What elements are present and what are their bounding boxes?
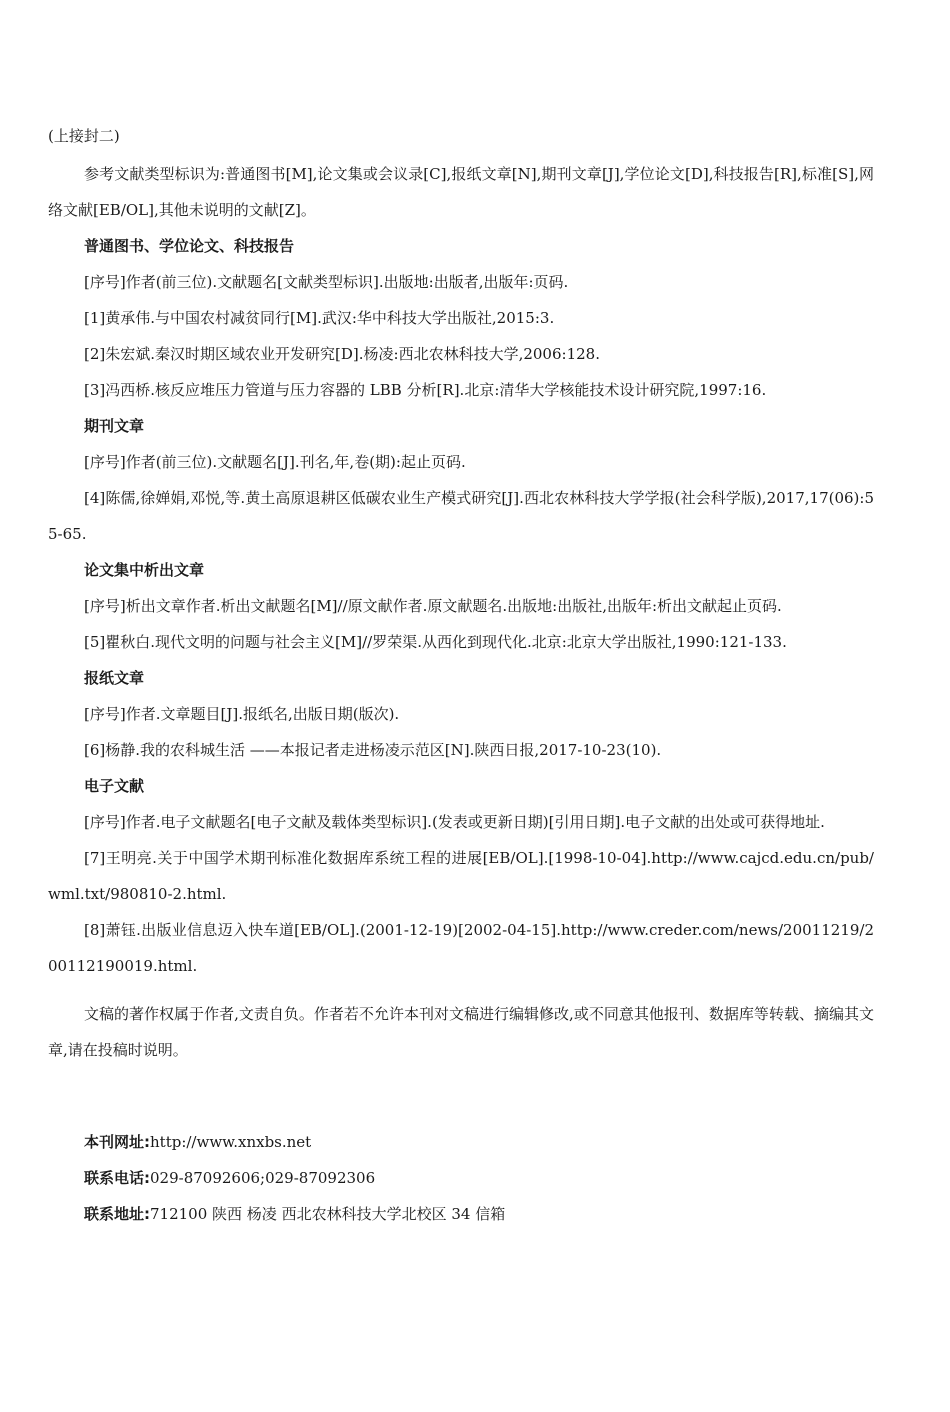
section-heading-proceedings: 论文集中析出文章: [84, 561, 205, 579]
reference-example: [7]王明亮.关于中国学术期刊标准化数据库系统工程的进展[EB/OL].[1998-10-04].http://www.cajcd.edu.cn/pub/wml.txt/980810-2.html.: [48, 849, 874, 903]
address-label: 联系地址:: [84, 1205, 150, 1223]
section-heading-electronic: 电子文献: [84, 777, 145, 795]
phone-label: 联系电话:: [84, 1169, 150, 1187]
website-label: 本刊网址:: [84, 1133, 150, 1151]
header-note: (上接封二): [48, 127, 120, 145]
contact-website: [48, 1124, 874, 1160]
reference-example: [5]瞿秋白.现代文明的问题与社会主义[M]//罗荣渠.从西化到现代化.北京:北京大学出版社,1990:121-133.: [84, 633, 787, 651]
section-heading-books: 普通图书、学位论文、科技报告: [84, 237, 295, 255]
section-heading-newspaper: 报纸文章: [84, 669, 145, 687]
format-books: [序号]作者(前三位).文献题名[文献类型标识].出版地:出版者,出版年:页码.: [84, 273, 569, 291]
phone-value: 029-87092606;029-87092306: [150, 1169, 376, 1187]
copyright-notice: 文稿的著作权属于作者,文责自负。作者若不允许本刊对文稿进行编辑修改,或不同意其他报刊、数据库等转载、摘编其文章,请在投稿时说明。: [48, 1005, 874, 1059]
reference-example: [4]陈儒,徐婵娟,邓悦,等.黄土高原退耕区低碳农业生产模式研究[J].西北农林科技大学学报(社会科学版),2017,17(06):55-65.: [48, 489, 874, 543]
website-value: http://www.xnxbs.net: [150, 1133, 312, 1151]
format-newspaper: [序号]作者.文章题目[J].报纸名,出版日期(版次).: [84, 705, 400, 723]
reference-example: [3]冯西桥.核反应堆压力管道与压力容器的 LBB 分析[R].北京:清华大学核能技术设计研究院,1997:16.: [84, 381, 767, 399]
reference-example: [2]朱宏斌.秦汉时期区域农业开发研究[D].杨凌:西北农林科技大学,2006:128.: [84, 345, 600, 363]
format-electronic: [序号]作者.电子文献题名[电子文献及载体类型标识].(发表或更新日期)[引用日期].电子文献的出处或可获得地址.: [84, 813, 825, 831]
section-heading-journal: 期刊文章: [84, 417, 145, 435]
format-proceedings: [序号]析出文章作者.析出文献题名[M]//原文献作者.原文献题名.出版地:出版社,出版年:析出文献起止页码.: [84, 597, 782, 615]
contact-block: [48, 1124, 874, 1232]
intro-paragraph: 参考文献类型标识为:普通图书[M],论文集或会议录[C],报纸文章[N],期刊文章[J],学位论文[D],科技报告[R],标准[S],网络文献[EB/OL],其他未说明的文献[Z]。: [48, 165, 874, 219]
reference-example: [6]杨静.我的农科城生活 ——本报记者走进杨凌示范区[N].陕西日报,2017-10-23(10).: [84, 741, 662, 759]
document-page: [48, 118, 874, 1232]
reference-example: [1]黄承伟.与中国农村减贫同行[M].武汉:华中科技大学出版社,2015:3.: [84, 309, 555, 327]
format-journal: [序号]作者(前三位).文献题名[J].刊名,年,卷(期):起止页码.: [84, 453, 466, 471]
contact-phone: [48, 1160, 874, 1196]
contact-address: [48, 1196, 874, 1232]
reference-example: [8]萧钰.出版业信息迈入快车道[EB/OL].(2001-12-19)[2002-04-15].http://www.creder.com/news/20011219/200112190019.html.: [48, 921, 874, 975]
address-value: 712100 陕西 杨凌 西北农林科技大学北校区 34 信箱: [150, 1205, 506, 1223]
